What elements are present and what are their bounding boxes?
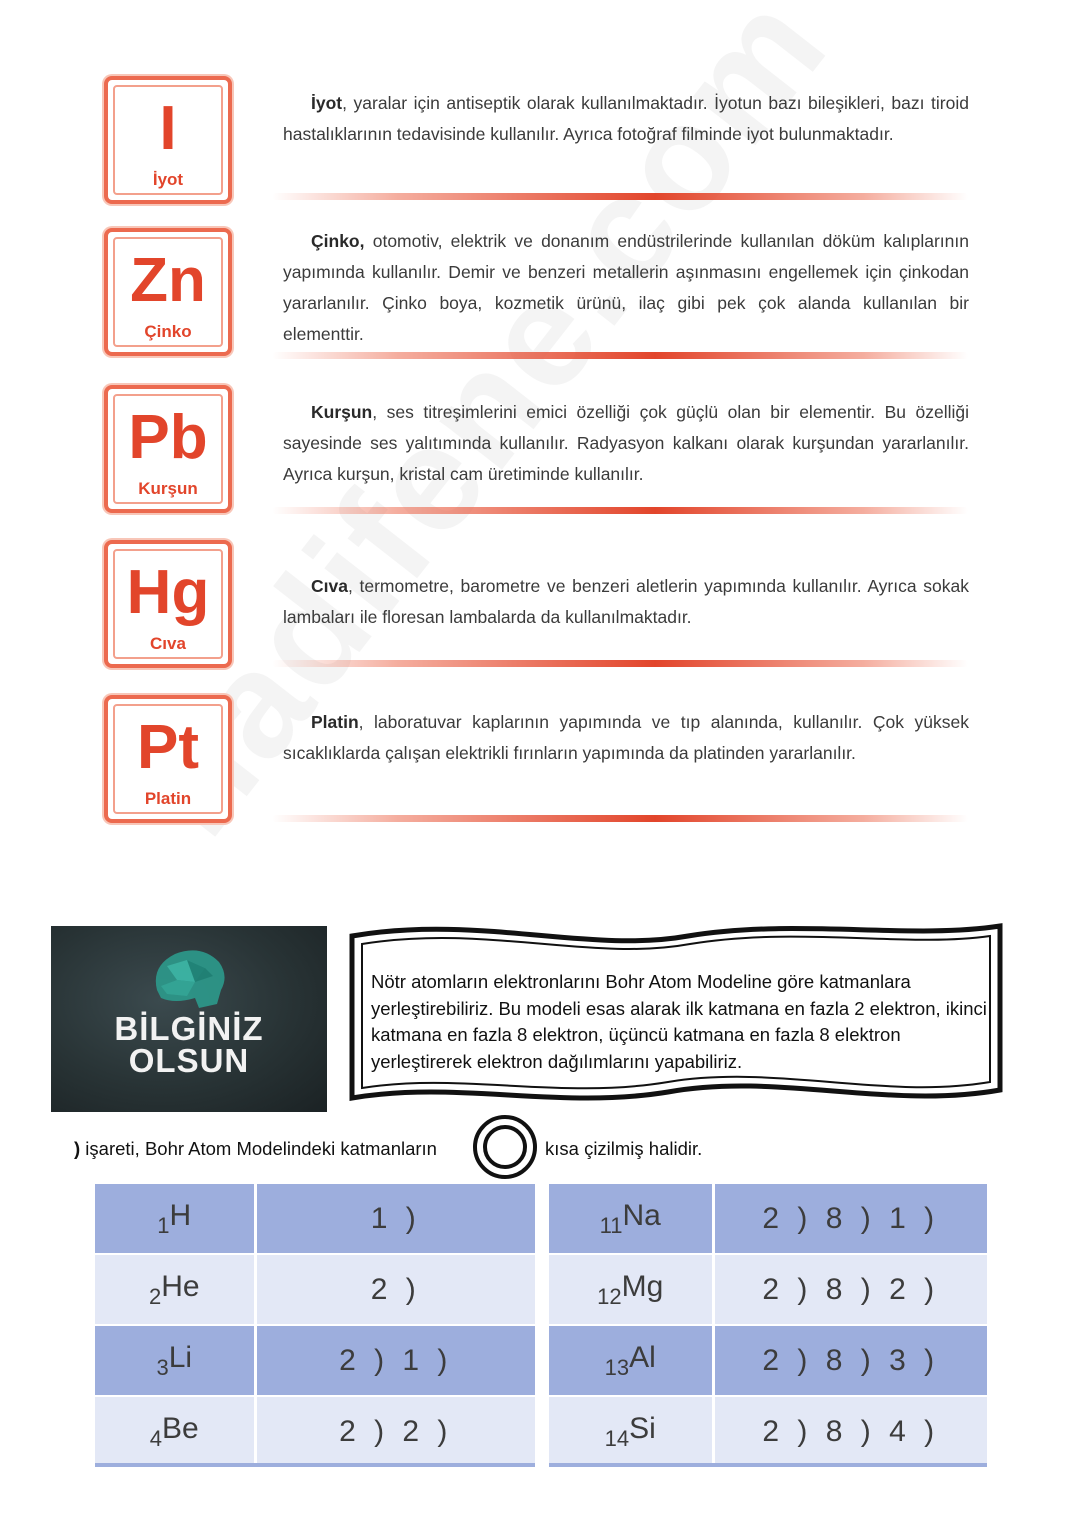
section-divider (272, 660, 968, 667)
element-name: Platin (144, 789, 192, 808)
config-cell: 2 ) 8 ) 3 ) (713, 1325, 987, 1396)
config-cell: 2 ) (255, 1254, 535, 1325)
note-text-after: kısa çizilmiş halidir. (545, 1138, 703, 1159)
table-row (95, 1325, 535, 1396)
element-name: Çinko (144, 322, 192, 341)
table-row (95, 1396, 535, 1466)
element-tile-mercury (104, 540, 232, 668)
info-banner (51, 926, 327, 1112)
element-cell: $_4$Be (95, 1396, 255, 1466)
element-description-zinc: Çinko, otomotiv, elektrik ve donanım endüstrilerinde kullanılan döküm kalıplarının yapımında kullanılır. Demir ve benzeri metallerin aşınmasını engellemek için çinkodan yararlanılır. Çinko boya, kozmetik ürünü, ilaç gibi pek çok alanda kullanılan bir elementtir. (283, 231, 969, 344)
table-row (95, 1184, 535, 1254)
section-divider (272, 507, 968, 514)
element-symbol: Zn (130, 246, 206, 315)
element-description-mercury: Cıva, termometre, barometre ve benzeri aletlerin yapımında kullanılır. Ayrıca sokak lambaları ile floresan lambalarda da kullanılmaktadır. (283, 576, 969, 627)
config-cell: 1 ) (255, 1184, 535, 1254)
table-row (549, 1184, 987, 1254)
note-text-before: ) işareti, Bohr Atom Modelindeki katmanların (74, 1138, 437, 1159)
element-name: Kurşun (138, 479, 198, 498)
electron-config-table-right (549, 1184, 987, 1466)
section-divider (272, 815, 968, 822)
table-row (549, 1325, 987, 1396)
element-cell: $_1$H (95, 1184, 255, 1254)
info-text: Nötr atomların elektronlarını Bohr Atom Modeline göre katmanlara yerleştirebiliriz. Bu modeli esas alarak ilk katmana en fazla 2 elektron, ikinci katmana en fazla 8 elektron, üçüncü katmana en fazla 8 elektron yerleştirerek elektron dağılımlarını yapabiliriz. (371, 971, 987, 1072)
banner-title-line1: BİLGİNİZ (114, 1010, 264, 1047)
brain-head-icon (147, 946, 231, 1016)
element-tile-zinc (104, 228, 232, 356)
config-cell: 2 ) 8 ) 4 ) (713, 1396, 987, 1466)
element-cell: $_2$He (95, 1254, 255, 1325)
table-row (95, 1254, 535, 1325)
element-symbol: Pb (128, 403, 208, 472)
element-description-iodine: İyot, yaralar için antiseptik olarak kullanılmaktadır. İyotun bazı bileşikleri, bazı tiroid hastalıklarının tedavisinde kullanılır. Ayrıca fotoğraf filminde iyot bulunmaktadır. (283, 93, 969, 144)
element-name: Cıva (150, 634, 186, 653)
config-cell: 2 ) 1 ) (255, 1325, 535, 1396)
element-description-platinum: Platin, laboratuvar kaplarının yapımında ve tıp alanında, kullanılır. Çok yüksek sıcaklıklarda çalışan elektrikli fırınların yapımında da platinden yararlanılır. (283, 712, 969, 763)
element-symbol: I (159, 94, 177, 163)
electron-config-table-left (95, 1184, 535, 1466)
bohr-ring-icon (471, 1113, 539, 1181)
banner-title-line2: OLSUN (128, 1042, 250, 1079)
config-cell: 2 ) 8 ) 2 ) (713, 1254, 987, 1325)
element-description-lead: Kurşun, ses titreşimlerini emici özelliği çok güçlü olan bir elementir. Bu özelliği sayesinde ses yalıtımında kullanılır. Radyasyon kalkanı olarak kurşundan yararlanılır. Ayrıca kurşun, kristal cam üretiminde kullanılır. (283, 402, 969, 484)
element-cell: $_{11}$Na (549, 1184, 713, 1254)
element-tile-platinum (104, 695, 232, 823)
element-tile-lead (104, 385, 232, 513)
table-bottom-strip (95, 1463, 535, 1467)
element-tile-iodine (104, 76, 232, 204)
element-cell: $_{12}$Mg (549, 1254, 713, 1325)
section-divider (272, 193, 968, 200)
element-cell: $_3$Li (95, 1325, 255, 1396)
element-name: İyot (152, 170, 184, 189)
config-cell: 2 ) 8 ) 1 ) (713, 1184, 987, 1254)
config-cell: 2 ) 2 ) (255, 1396, 535, 1466)
element-symbol: Pt (137, 713, 199, 782)
section-divider (272, 352, 968, 359)
element-cell: $_{14}$Si (549, 1396, 713, 1466)
element-symbol: Hg (126, 558, 210, 627)
table-row (549, 1254, 987, 1325)
element-cell: $_{13}$Al (549, 1325, 713, 1396)
table-row (549, 1396, 987, 1466)
table-bottom-strip (549, 1463, 987, 1467)
